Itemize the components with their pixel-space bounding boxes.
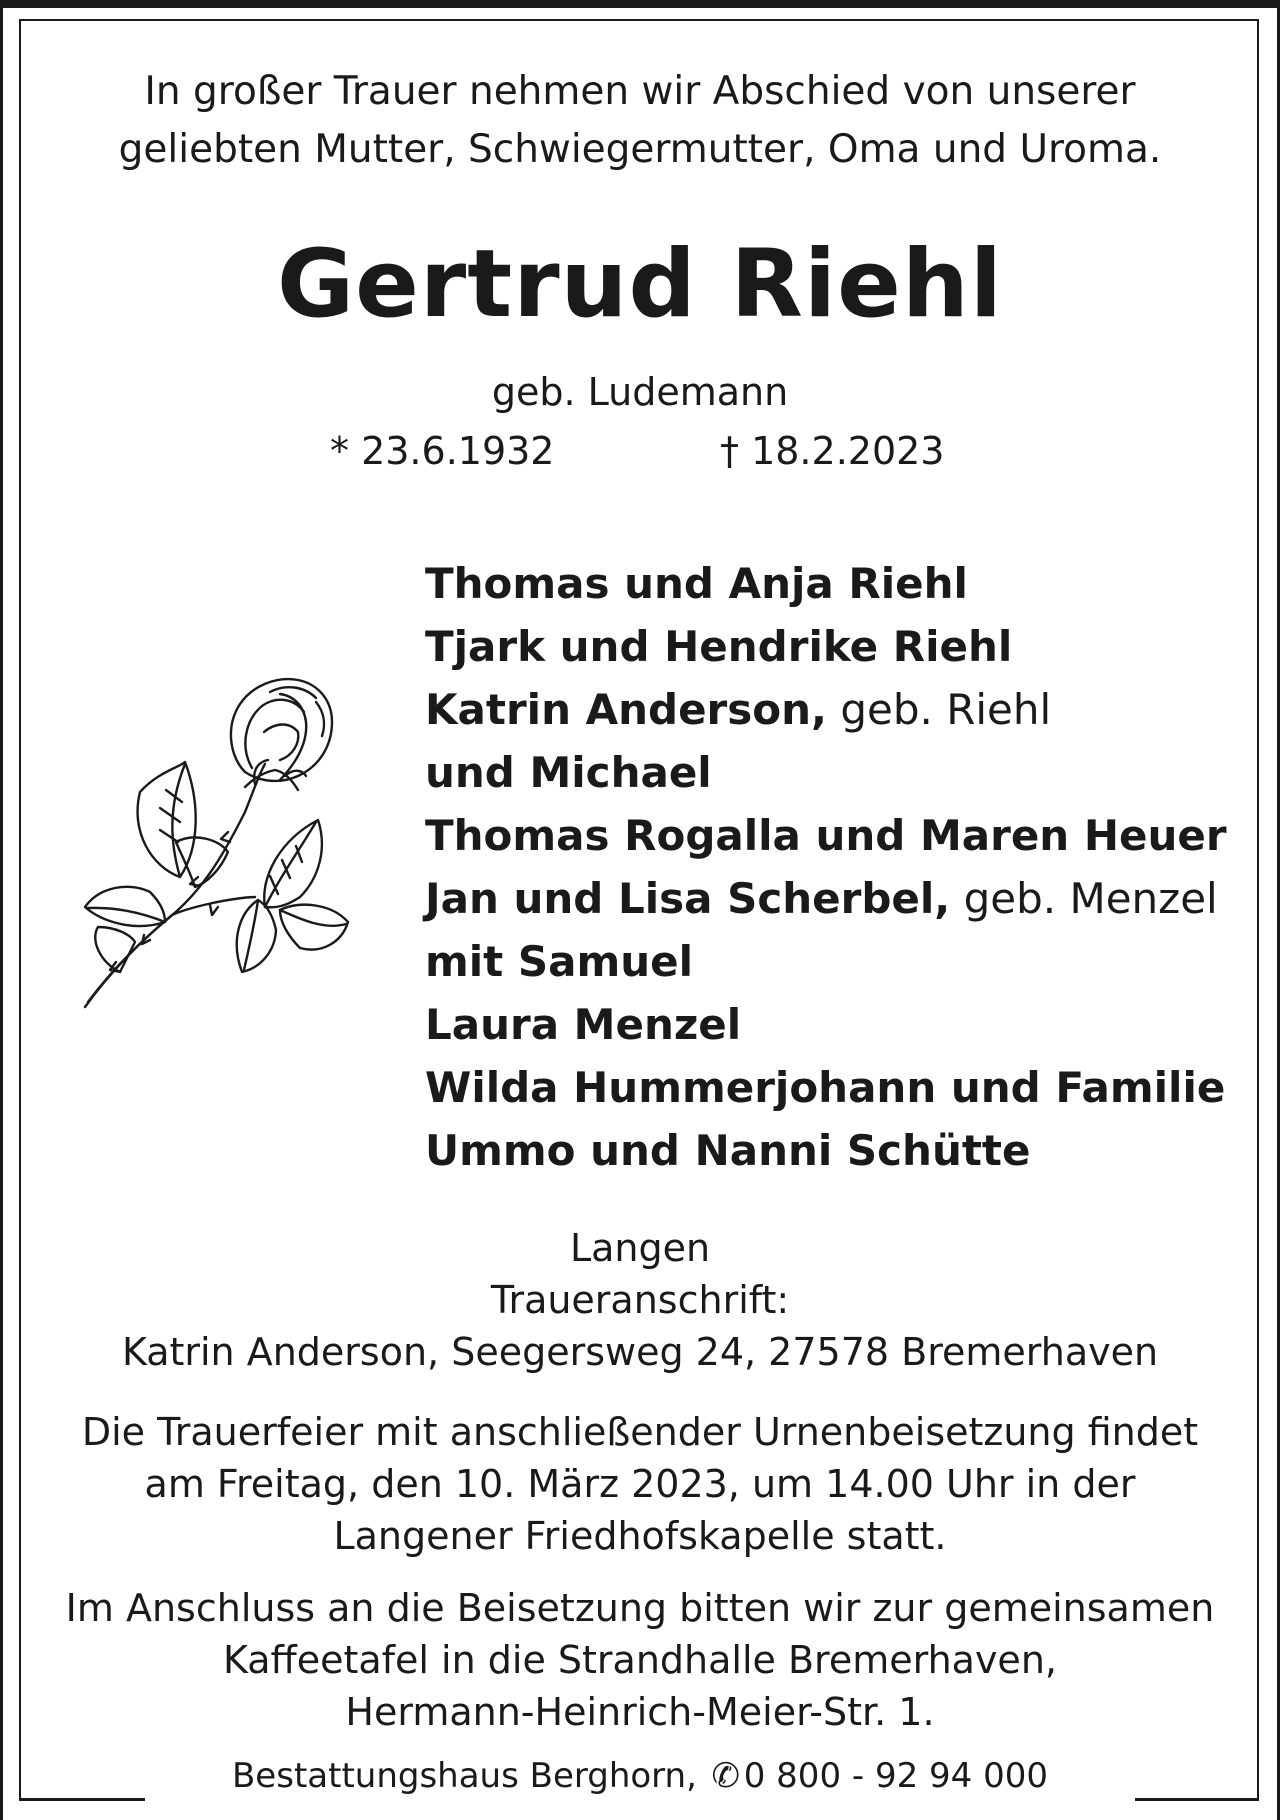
- mourner-row: [425, 993, 1227, 1056]
- intro-text: [0, 63, 1280, 179]
- mourner-list: [425, 552, 1227, 1182]
- address-line: Katrin Anderson, Seegersweg 24, 27578 Bremerhaven: [121, 1330, 1159, 1374]
- funeral-home-name: Bestattungshaus Berghorn,: [231, 1756, 697, 1796]
- mourner-row: [425, 1119, 1227, 1182]
- mourner-note: geb. Menzel: [950, 874, 1218, 923]
- mourner-name: Thomas und Anja Riehl: [425, 559, 968, 608]
- mourner-name: Laura Menzel: [425, 1000, 742, 1049]
- footer-rule-right: [1135, 1798, 1259, 1801]
- intro-line-1: In großer Trauer nehmen wir Abschied von unserer: [144, 69, 1136, 114]
- mourner-row: [425, 552, 1227, 615]
- mourner-name: Tjark und Hendrike Riehl: [425, 622, 1013, 671]
- mourner-name: Katrin Anderson,: [425, 685, 827, 734]
- rose-icon: [80, 672, 390, 1012]
- birth-date: * 23.6.1932: [330, 429, 555, 473]
- intro-line-2: geliebten Mutter, Schwiegermutter, Oma und Uroma.: [118, 127, 1162, 172]
- coffee-line-2: Kaffeetafel in die Strandhalle Bremerhaven,: [223, 1638, 1057, 1682]
- mourner-name: Jan und Lisa Scherbel,: [425, 874, 951, 923]
- mourner-row: [425, 678, 1227, 741]
- birth-name: geb. Ludemann: [491, 370, 789, 414]
- service-line-1: Die Trauerfeier mit anschließender Urnenbeisetzung findet: [81, 1410, 1199, 1454]
- mourner-row: [425, 804, 1227, 867]
- mourner-row: [425, 615, 1227, 678]
- funeral-home-footer: [0, 1752, 1280, 1800]
- phone-icon: ✆: [711, 1756, 740, 1796]
- coffee-line-3: Hermann-Heinrich-Meier-Str. 1.: [345, 1690, 935, 1734]
- place: Langen: [569, 1226, 711, 1270]
- service-line-3: Langener Friedhofskapelle statt.: [333, 1514, 947, 1558]
- phone-number: 0 800 - 92 94 000: [743, 1756, 1048, 1796]
- mourner-name: und Michael: [425, 748, 712, 797]
- service-info: [0, 1406, 1280, 1562]
- mourner-name: Thomas Rogalla und Maren Heuer: [425, 811, 1227, 860]
- mourner-row: [425, 930, 1227, 993]
- mourner-name: Ummo und Nanni Schütte: [425, 1126, 1031, 1175]
- mourner-row: [425, 741, 1227, 804]
- coffee-info: [0, 1582, 1280, 1738]
- mourner-note: geb. Riehl: [826, 685, 1052, 734]
- death-date: † 18.2.2023: [720, 429, 945, 473]
- mourner-row: [425, 867, 1227, 930]
- coffee-line-1: Im Anschluss an die Beisetzung bitten wir zur gemeinsamen: [65, 1586, 1215, 1630]
- mourning-address: [0, 1222, 1280, 1378]
- mourner-name: mit Samuel: [425, 937, 693, 986]
- address-label: Traueranschrift:: [490, 1278, 790, 1322]
- footer-rule-left: [19, 1798, 145, 1801]
- mourner-row: [425, 1056, 1227, 1119]
- service-line-2: am Freitag, den 10. März 2023, um 14.00 Uhr in der: [144, 1462, 1136, 1506]
- mourner-name: Wilda Hummerjohann und Familie: [425, 1063, 1226, 1112]
- deceased-name: Gertrud Riehl: [277, 230, 1003, 339]
